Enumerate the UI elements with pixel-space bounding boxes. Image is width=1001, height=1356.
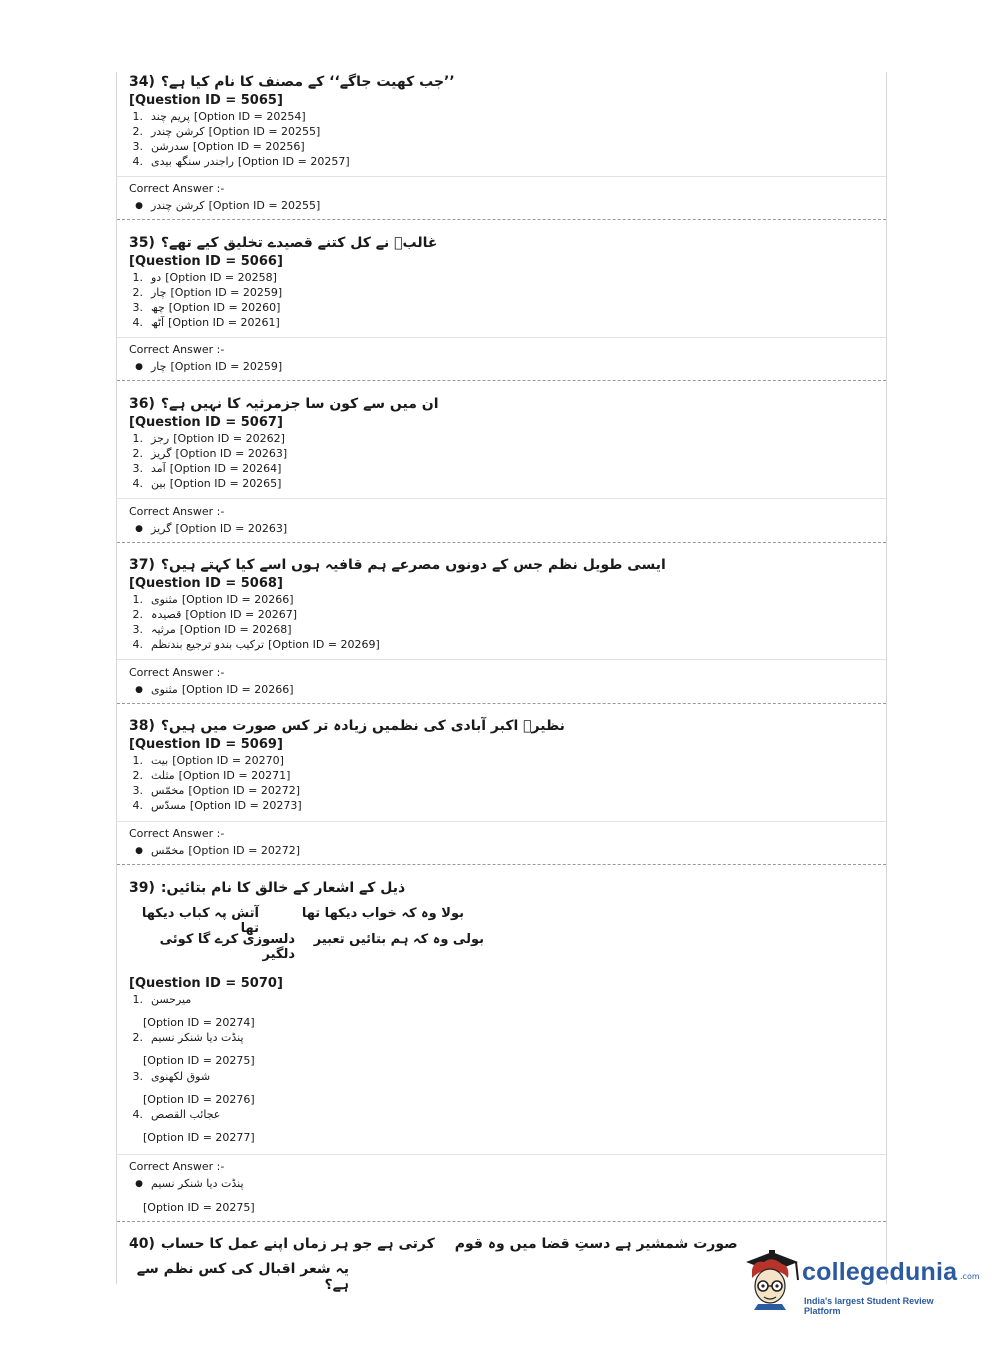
option-id: [Option ID = 20277] [143,1131,255,1144]
question-number: 37) [129,557,155,573]
option-row: 4. ترکیب بندو ترجیع بندنظم [Option ID = 20269] [132,638,380,651]
option-row: 3. سدرشن [Option ID = 20256] [132,140,305,153]
option-row: 4. عجائب القصص [132,1108,221,1121]
question-text-right: صورت شمشیر ہے دستِ قضا میں وہ قوم [454,1236,738,1252]
correct-answer-label: Correct Answer :- [129,343,225,356]
correct-answer: ● مثنوی [Option ID = 20266] [125,683,294,696]
verse-line: بولی وہ کہ ہم بتائیں تعبیر [313,932,484,947]
question-block [117,555,886,652]
option-row: 1. دو [Option ID = 20258] [132,271,277,284]
option-row: 3. مرثیہ [Option ID = 20268] [132,623,292,636]
option-row: 1. بیت [Option ID = 20270] [132,754,284,767]
bullet-icon: ● [135,200,143,211]
correct-answer-label: Correct Answer :- [129,1160,225,1173]
option-row: 1. مثنوی [Option ID = 20266] [132,593,294,606]
question-text-line2: یہ شعر اقبال کی کس نظم سے ہے؟ [136,1261,349,1293]
option-row: 2. کرشن چندر [Option ID = 20255] [132,125,321,138]
question-number: 40) [129,1236,155,1252]
bullet-icon: ● [135,523,143,534]
question-text: غالبؔ نے کل کتنے قصیدے تخلیق کیے تھے؟ [160,235,438,251]
option-row: 4. بین [Option ID = 20265] [132,477,282,490]
option-id: [Option ID = 20274] [143,1016,255,1029]
dashed-divider [117,1221,886,1222]
question-block [117,716,886,813]
correct-answer: ● پنڈت دیا شنکر نسیم [125,1177,244,1190]
option-id: [Option ID = 20276] [143,1093,255,1106]
option-row: 1. رجز [Option ID = 20262] [132,432,285,445]
correct-answer: ● چار [Option ID = 20259] [125,360,282,373]
logo-tagline: India's largest Student Review Platform [804,1296,934,1316]
question-sheet [116,72,887,1293]
correct-answer-label: Correct Answer :- [129,827,225,840]
question-block [117,233,886,330]
question-text: نظیرؔ اکبر آبادی کی نظمیں زیادہ تر کس صورت میں ہیں؟ [160,718,565,734]
option-row: 2. قصیدہ [Option ID = 20267] [132,608,298,621]
correct-answer-label: Correct Answer :- [129,505,225,518]
correct-answer-label: Correct Answer :- [129,666,225,679]
correct-answer: ● کرشن چندر [Option ID = 20255] [125,199,320,212]
question-id: [Question ID = 5066] [129,254,283,269]
question-number: 36) [129,396,155,412]
correct-answer: ● مخمّس [Option ID = 20272] [125,844,300,857]
divider [117,659,886,660]
option-row: 2. چار [Option ID = 20259] [132,286,283,299]
option-row: 3. مخمّس [Option ID = 20272] [132,784,301,797]
dashed-divider [117,219,886,220]
bullet-icon: ● [135,684,143,695]
option-row: 3. چھ [Option ID = 20260] [132,301,281,314]
question-text: ایسی طویل نظم جس کے دونوں مصرعے ہم قافیہ ہوں اسے کیا کہتے ہیں؟ [160,557,666,573]
question-text-left: کرتی ہے جو ہر زماں اپنے عمل کا حساب [160,1236,435,1252]
collegedunia-logo [742,1248,980,1318]
divider [117,498,886,499]
option-row: 2. مثلث [Option ID = 20271] [132,769,291,782]
dashed-divider [117,380,886,381]
question-number: 35) [129,235,155,251]
question-block [117,878,886,898]
question-number: 39) [129,880,155,896]
option-row: 4. راجندر سنگھ بیدی [Option ID = 20257] [132,155,350,168]
dashed-divider [117,703,886,704]
question-id: [Question ID = 5067] [129,415,283,430]
question-id: [Question ID = 5068] [129,576,283,591]
divider [117,1154,886,1155]
logo-wordmark: collegedunia [802,1258,958,1286]
bullet-icon: ● [135,1178,143,1189]
option-row: 2. پنڈت دیا شنکر نسیم [132,1031,244,1044]
question-text: ذیل کے اشعار کے خالق کا نام بتائیں: [160,880,406,896]
option-row: 4. آٹھ [Option ID = 20261] [132,316,280,329]
verse-line: آتش پہ کباب دیکھا تھا [141,906,259,936]
verse-line: بولا وہ کہ خواب دیکھا تھا [301,906,464,921]
correct-answer: ● گریز [Option ID = 20263] [125,522,287,535]
question-number: 38) [129,718,155,734]
dashed-divider [117,542,886,543]
question-id: [Question ID = 5070] [129,976,283,991]
divider [117,821,886,822]
question-number: 34) [129,74,155,90]
bullet-icon: ● [135,845,143,856]
option-row: 2. گریز [Option ID = 20263] [132,447,288,460]
logo-domain: .com [960,1272,980,1281]
bullet-icon: ● [135,361,143,372]
divider [117,337,886,338]
option-row: 4. مسدّس [Option ID = 20273] [132,799,302,812]
dashed-divider [117,864,886,865]
option-id: [Option ID = 20275] [143,1054,255,1067]
option-row: 3. شوق لکھنوی [132,1070,211,1083]
option-row: 3. آمد [Option ID = 20264] [132,462,282,475]
question-id: [Question ID = 5065] [129,93,283,108]
question-text: ’’جب کھیت جاگے‘‘ کے مصنف کا نام کیا ہے؟ [160,74,455,90]
verse-line: دلسوزی کرے گا کوئی دلگیر [159,932,295,962]
correct-answer-id: [Option ID = 20275] [143,1201,255,1214]
student-mascot-icon [742,1248,802,1310]
option-row: 1. پریم چند [Option ID = 20254] [132,110,306,123]
option-row: 1. میرحسن [132,993,192,1006]
question-block [117,72,886,169]
question-id: [Question ID = 5069] [129,737,283,752]
divider [117,176,886,177]
question-text: ان میں سے کون سا جزمرثیہ کا نہیں ہے؟ [160,396,439,412]
correct-answer-label: Correct Answer :- [129,182,225,195]
question-block [117,394,886,491]
